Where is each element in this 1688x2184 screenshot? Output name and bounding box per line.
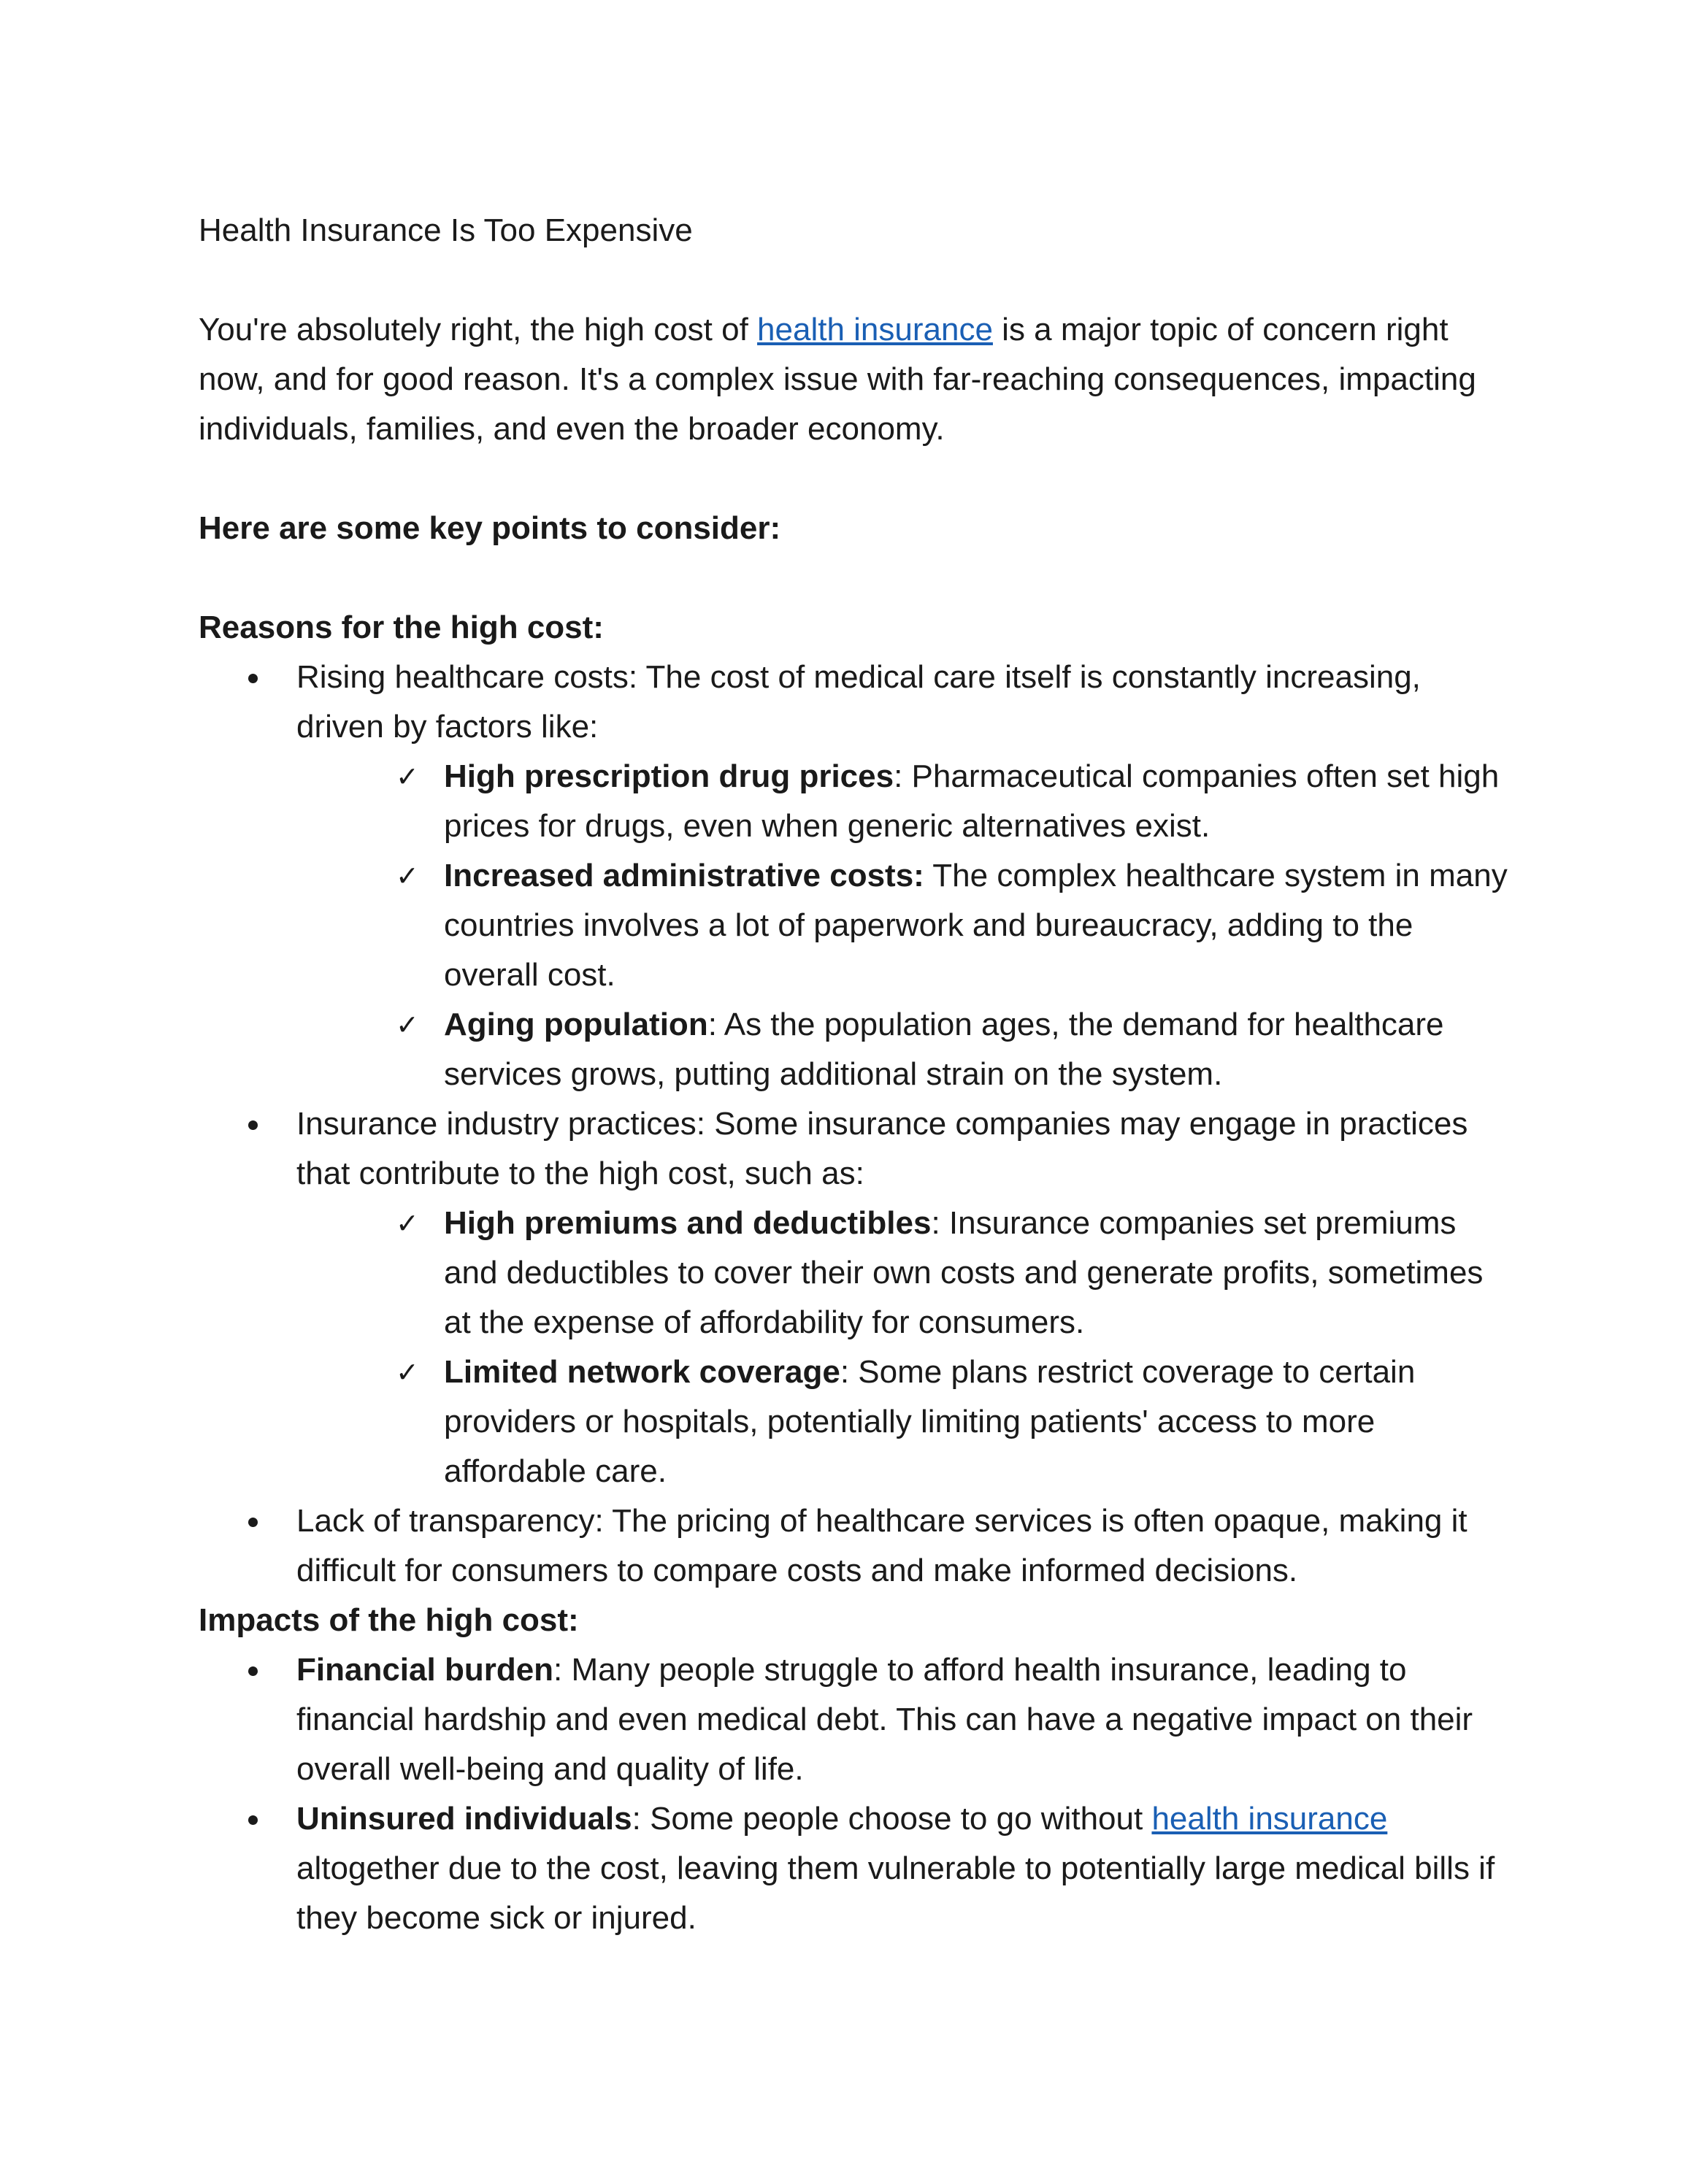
intro-paragraph <box>199 305 1513 454</box>
impact-text: : Many people struggle to afford health insurance, leading to financial hardship and even medical debt. This can have a negative impact on their overall well-being and quality of life. <box>296 1652 1473 1787</box>
checkmark-icon: ✓ <box>396 1356 419 1388</box>
impact-text-before-link: : Some people choose to go without <box>632 1801 1152 1837</box>
reason-text: Rising healthcare costs: The cost of medical care itself is constantly increasing, driven by factors like: <box>296 659 1421 745</box>
reason-text: Lack of transparency: The pricing of healthcare services is often opaque, making it difficult for consumers to compare costs and make informed decisions. <box>296 1503 1468 1588</box>
document-content <box>199 206 1513 1943</box>
list-item <box>199 1199 1513 1347</box>
list-item <box>199 851 1513 1000</box>
checkmark-icon: ✓ <box>396 1009 419 1041</box>
bullet-dot-icon <box>248 1666 258 1676</box>
subitem-text: : As the population ages, the demand for healthcare services grows, putting additional strain on the system. <box>444 1007 1444 1092</box>
checkmark-icon: ✓ <box>396 860 419 892</box>
reason-sublist <box>296 752 1513 1099</box>
impact-bold-label: Financial burden <box>296 1652 554 1688</box>
checkmark-icon: ✓ <box>396 761 419 793</box>
subitem-bold-label: High premiums and deductibles <box>444 1205 932 1241</box>
subitem-bold-label: Aging population <box>444 1007 708 1042</box>
reason-sublist <box>296 1199 1513 1496</box>
subitem-text: : Insurance companies set premiums and deductibles to cover their own costs and generate profits, sometimes at the expense of affordability for consumers. <box>444 1205 1484 1340</box>
bullet-dot-icon <box>248 674 258 683</box>
document-title: Health Insurance Is Too Expensive <box>199 212 693 248</box>
checkmark-icon: ✓ <box>396 1207 419 1239</box>
list-item <box>199 1496 1513 1596</box>
intro-text-before-link: You're absolutely right, the high cost of <box>199 312 758 347</box>
intro-text-after-link: is a major topic of concern right now, and for good reason. It's a complex issue with far-reaching consequences, impacting individuals, families, and even the broader economy. <box>199 312 1476 447</box>
impacts-heading: Impacts of the high cost: <box>199 1602 579 1638</box>
subitem-bold-label: Limited network coverage <box>444 1354 840 1390</box>
impacts-list <box>199 1645 1513 1943</box>
health-insurance-link[interactable]: health insurance <box>1151 1801 1388 1837</box>
reasons-list <box>199 653 1513 1596</box>
list-item <box>199 752 1513 851</box>
subitem-text: The complex healthcare system in many countries involves a lot of paperwork and bureaucracy, adding to the overall cost. <box>444 858 1508 993</box>
impact-bold-label: Uninsured individuals <box>296 1801 632 1837</box>
bullet-dot-icon <box>248 1120 258 1130</box>
bullet-dot-icon <box>248 1518 258 1527</box>
list-item <box>199 653 1513 1099</box>
subitem-text: : Some plans restrict coverage to certain providers or hospitals, potentially limiting patients' access to more affordable care. <box>444 1354 1416 1489</box>
subitem-text: : Pharmaceutical companies often set high prices for drugs, even when generic alternatives exist. <box>444 758 1500 844</box>
list-item <box>199 1794 1513 1943</box>
impact-text-after-link: altogether due to the cost, leaving them vulnerable to potentially large medical bills if they become sick or injured. <box>296 1850 1495 1936</box>
key-points-heading: Here are some key points to consider: <box>199 510 781 546</box>
health-insurance-link[interactable]: health insurance <box>757 312 993 347</box>
reason-text: Insurance industry practices: Some insurance companies may engage in practices that contribute to the high cost, such as: <box>296 1106 1468 1191</box>
subitem-bold-label: Increased administrative costs: <box>444 858 924 893</box>
list-item <box>199 1347 1513 1496</box>
list-item <box>199 1000 1513 1099</box>
list-item <box>199 1099 1513 1496</box>
reasons-heading: Reasons for the high cost: <box>199 610 604 645</box>
list-item <box>199 1645 1513 1794</box>
subitem-bold-label: High prescription drug prices <box>444 758 894 794</box>
bullet-dot-icon <box>248 1815 258 1825</box>
